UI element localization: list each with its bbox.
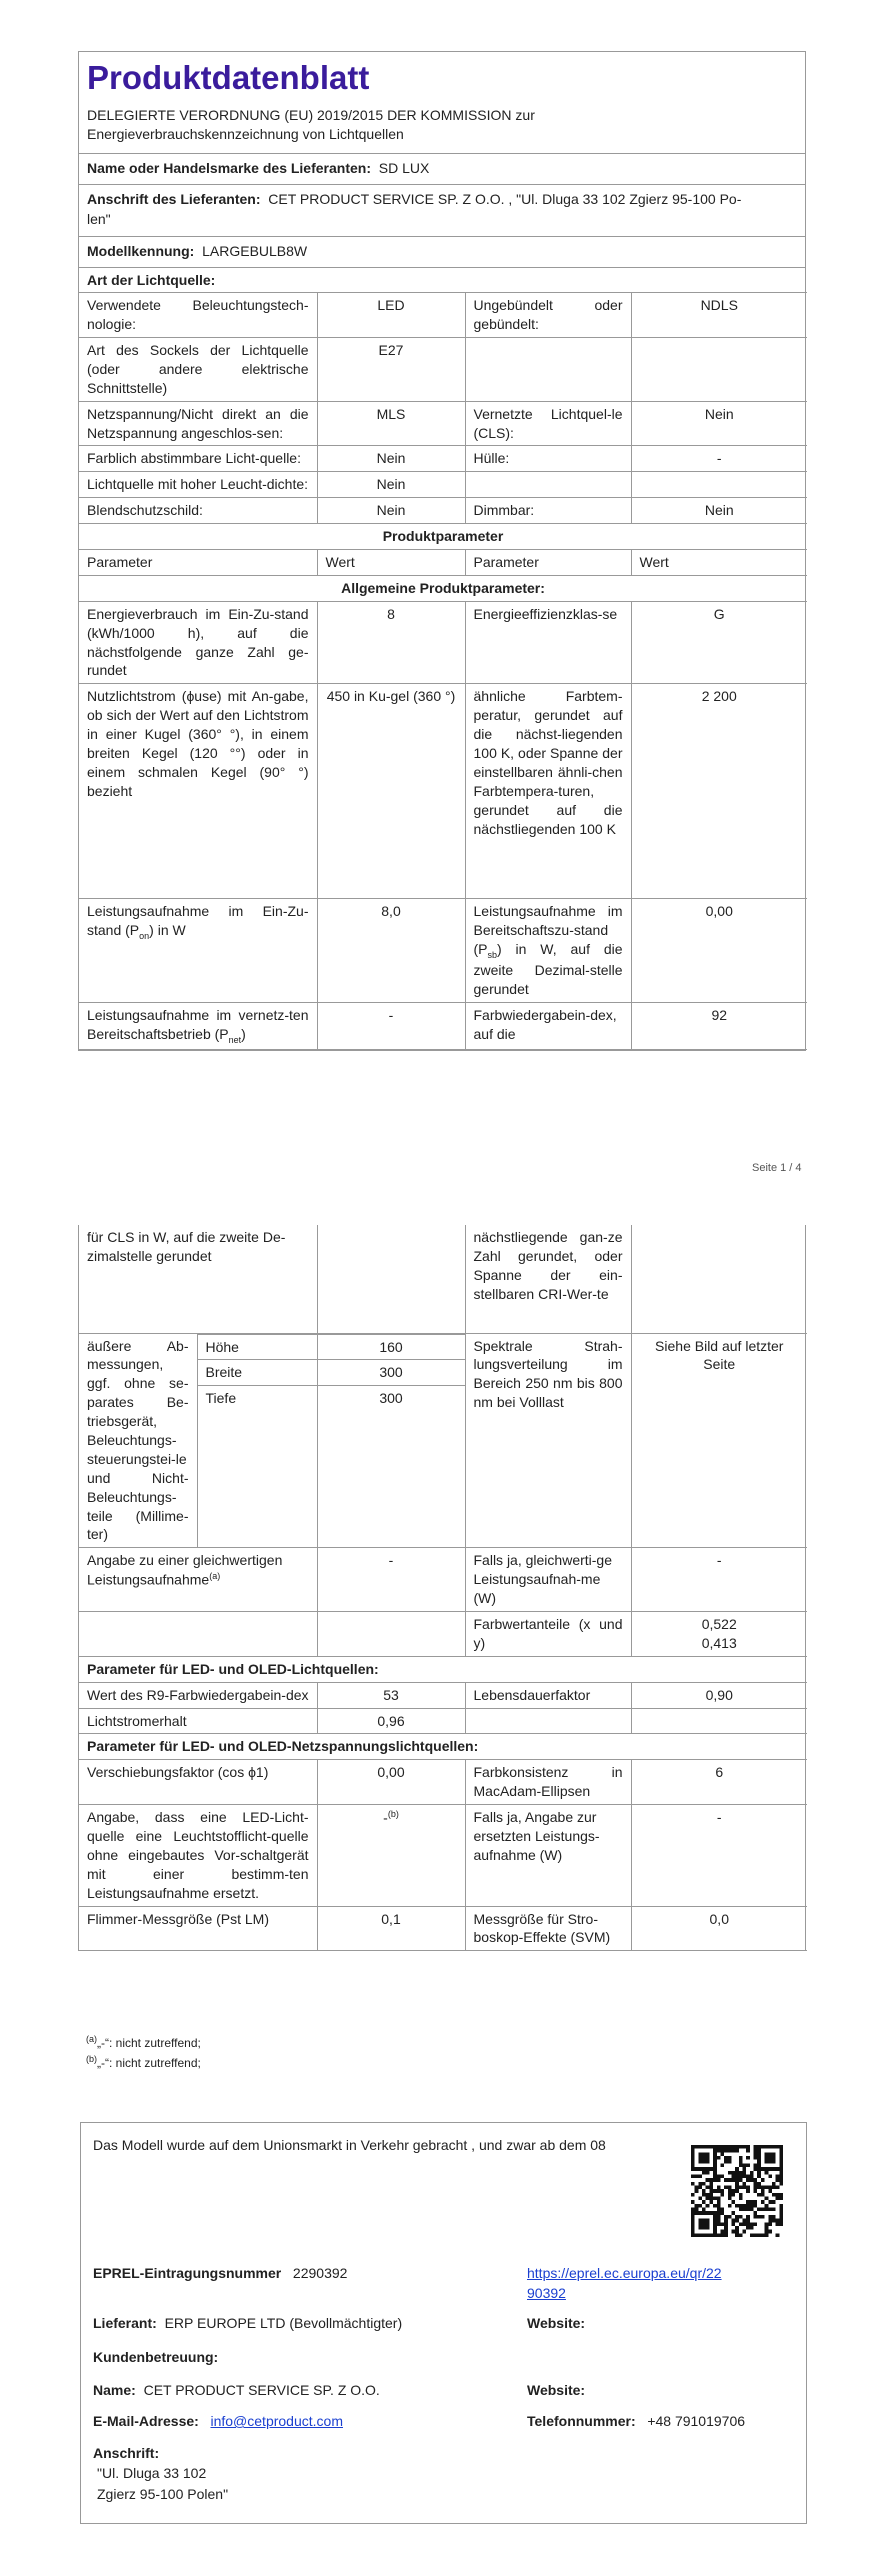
eprel-registration-number: 2290392 — [292, 2265, 348, 2281]
address-block: Anschrift: "Ul. Dluga 33 102 Zgierz 95-100 Polen" — [93, 2445, 229, 2502]
product-params-table-continued — [79, 1225, 807, 1951]
email-row: E-Mail-Adresse: info@cetproduct.com — [93, 2413, 343, 2429]
light-source-table — [79, 292, 807, 1049]
supplier-name-value: SD LUX — [378, 159, 430, 176]
dimensions-row: äußere Ab-messungen, ggf. ohne se-parates Be-triebsgerät, Beleuchtungs-steuerungstei-le und Nicht-Beleuchtungs-teile (Millime-ter) Höhe Breite Tiefe 160 300 300 Spektrale Strah-lungsverteilung im Bereich 250 nm bis 800 nm bei Volllast Siehe Bild auf letzter Seite — [79, 1333, 807, 1548]
table-row: Lichtstromerhalt 0,96 — [79, 1708, 807, 1734]
led-section-row: Parameter für LED- und OLED-Lichtquellen: — [79, 1656, 807, 1682]
product-params-section-row: Produktparameter — [79, 524, 807, 550]
customer-service-label: Kundenbetreuung: — [93, 2349, 219, 2365]
header — [79, 52, 805, 153]
table-row: Art des Sockels der Lichtquelle (oder andere elektrische Schnittstelle) E27 — [79, 337, 807, 401]
general-params-section-row: Allgemeine Produktparameter: — [79, 575, 807, 601]
table-row: Angabe, dass eine LED-Licht-quelle eine Leuchtstofflicht-quelle ohne eingebautes Vor-schaltgerät mit einer bestimm-ten Leistungsaufnahme ersetzt. -$^{(b)}$ Falls ja, Angabe zur ersetzten Leistungs-aufnahme (W) - — [79, 1805, 807, 1906]
table-row: Flimmer-Messgröße (Pst LM) 0,1 Messgröße für Stro-boskop-Effekte (SVM) 0,0 — [79, 1906, 807, 1951]
model-id-value: LARGEBULB8W — [202, 242, 308, 259]
footnotes — [86, 2033, 201, 2072]
table-row: Leistungsaufnahme im Ein-Zu-stand $(P_{on})$ in W 8,0 Leistungsaufnahme im Bereitschaftszu-stand $(P_{sb})$ in W, auf die zweite Dezimal-stelle gerundet 0,00 — [79, 899, 807, 1003]
column-header-row: Parameter Wert Parameter Wert — [79, 549, 807, 575]
table-row: Angabe zu einer gleichwertigen Leistungsaufnahme$^{(a)}$ - Falls ja, gleichwerti-ge Leistungsaufnah-me (W) - — [79, 1548, 807, 1612]
eprel-link-cell — [527, 2263, 722, 2304]
qr-code-icon[interactable] — [691, 2145, 783, 2237]
eprel-box — [80, 2122, 807, 2524]
table-row: Farbwertanteile (x und y) 0,522 0,413 — [79, 1611, 807, 1656]
mains-section-row: Parameter für LED- und OLED-Netzspannungslichtquellen: — [79, 1734, 807, 1760]
table-row: Leistungsaufnahme im vernetz-ten Bereitschaftsbetrieb $(P_{net})$ - Farbwiedergabein-dex, auf die 92 — [79, 1002, 807, 1049]
dimensions-label: äußere Ab-messungen, ggf. ohne se-parates Be-triebsgerät, Beleuchtungs-steuerungstei-le und Nicht-Beleuchtungs-teile (Millime-ter) — [79, 1334, 197, 1548]
table-row: Verschiebungsfaktor (cos ϕ1) 0,00 Farbkonsistenz in MacAdam-Ellipsen 6 — [79, 1760, 807, 1805]
supplier-name-row: Name oder Handelsmarke des Lieferanten: SD LUX — [79, 153, 805, 185]
website-label: Website: — [527, 2315, 586, 2331]
footnote-b: $^{(b)}$„-“: nicht zutreffend; — [86, 2053, 201, 2070]
datasheet-page-1 — [78, 51, 806, 1051]
table-row: Farblich abstimmbare Licht-quelle: Nein Hülle: - — [79, 446, 807, 472]
table-row: Netzspannung/Nicht direkt an die Netzspannung angeschlos-sen: MLS Vernetzte Lichtquel-le (CLS): Nein — [79, 401, 807, 446]
table-row: Wert des R9-Farbwiedergabein-dex 53 Lebensdauerfaktor 0,90 — [79, 1682, 807, 1708]
page-number: Seite 1 / 4 — [752, 1162, 802, 1174]
supplier-address-value: CET PRODUCT SERVICE SP. Z O.O. , "Ul. Dluga 33 102 Zgierz 95-100 Po- — [268, 191, 742, 208]
table-row: für CLS in W, auf die zweite De-zimalstelle gerundet nächstliegende gan-ze Zahl gerundet, oder Spanne der ein-stellbaren CRI-Wer-te — [79, 1225, 807, 1333]
page-title: Produktdatenblatt — [87, 59, 370, 96]
table-row: Lichtquelle mit hoher Leucht-dichte: Nein — [79, 472, 807, 498]
service-name-row: Name: CET PRODUCT SERVICE SP. Z O.O. — [93, 2382, 380, 2398]
supplier-address-row: Anschrift des Lieferanten: CET PRODUCT SERVICE SP. Z O.O. , "Ul. Dluga 33 102 Zgierz 95-100 Po- len" — [79, 184, 805, 235]
eprel-link[interactable]: https://eprel.ec.europa.eu/qr/22 90392 — [527, 2265, 722, 2302]
table-row: Nutzlichtstrom (ϕuse) mit An-gabe, ob sich der Wert auf den Lichtstrom in einer Kugel (360° °), in einem breiten Kegel (120 °°) oder in einem schmalen Kegel (90° °) bezieht 450 in Ku-gel (360 °) ähnliche Farbtem-peratur, gerundet auf die nächst-liegenden 100 K, oder Spanne der einstellbaren ähnli-chen Farbtempera-turen, gerundet auf die nächstliegenden 100 K 2 200 — [79, 684, 807, 899]
regulation-subtitle: DELEGIERTE VERORDNUNG (EU) 2019/2015 DER KOMMISSION zur Energieverbrauchskennzeichnung von Lichtquellen — [87, 106, 535, 143]
table-row: Verwendete Beleuchtungstech-nologie: LED Ungebündelt oder gebündelt: NDLS — [79, 293, 807, 338]
datasheet-page-2 — [78, 1225, 806, 1951]
website-label-2: Website: — [527, 2382, 586, 2398]
footnote-a: $^{(a)}$„-“: nicht zutreffend; — [86, 2034, 201, 2050]
phone-row: Telefonnummer: +48 791019706 — [527, 2413, 746, 2429]
table-row: Blendschutzschild: Nein Dimmbar: Nein — [79, 498, 807, 524]
market-placement-text: Das Modell wurde auf dem Unionsmarkt in Verkehr gebracht , und zwar ab dem 08 — [93, 2137, 606, 2153]
model-id-row: Modellkennung: LARGEBULB8W — [79, 236, 805, 268]
email-link[interactable]: info@cetproduct.com — [210, 2413, 343, 2429]
eprel-registration: EPREL-Eintragungsnummer 2290392 — [93, 2265, 348, 2281]
table-row: Energieverbrauch im Ein-Zu-stand (kWh/1000 h), auf die nächstfolgende ganze Zahl ge-rundet 8 Energieeffizienzklas-se G — [79, 601, 807, 684]
light-source-section: Art der Lichtquelle: — [79, 267, 805, 292]
supplier-row: Lieferant: ERP EUROPE LTD (Bevollmächtigter) — [93, 2315, 403, 2331]
